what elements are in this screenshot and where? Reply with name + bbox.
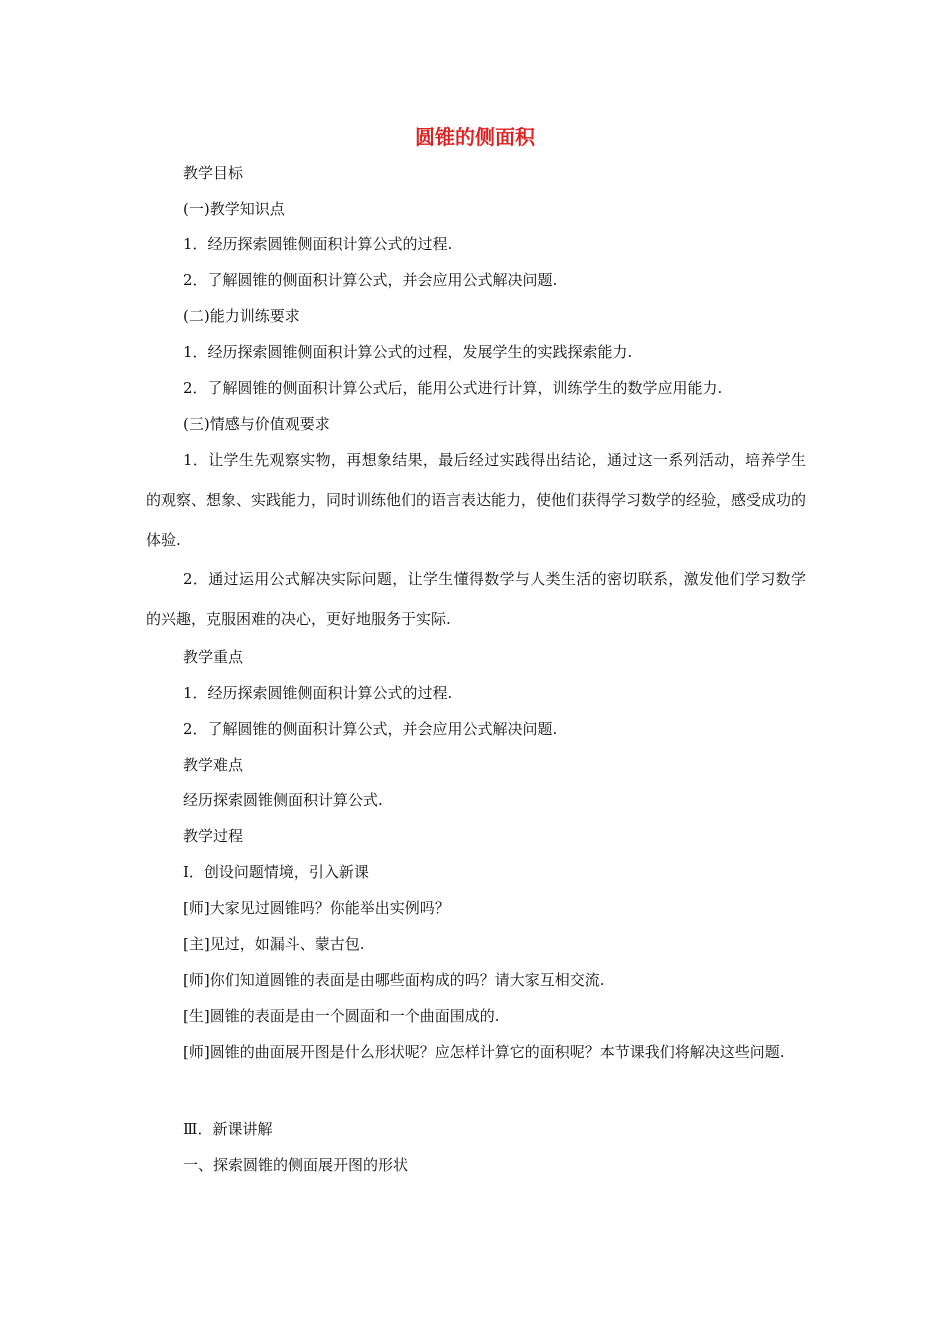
subheading-ability-training: (二)能力训练要求 [183,307,300,325]
list-item: 2．了解圆锥的侧面积计算公式，并会应用公式解决问题. [183,271,558,289]
paragraph: [师]圆锥的曲面展开图是什么形状呢？应怎样计算它的面积呢？本节课我们将解决这些问题. [183,1043,785,1061]
list-item: 2．了解圆锥的侧面积计算公式，并会应用公式解决问题. [183,720,558,738]
subsection-heading: 一、探索圆锥的侧面展开图的形状 [183,1156,409,1174]
list-item: 2．了解圆锥的侧面积计算公式后，能用公式进行计算，训练学生的数学应用能力. [183,379,723,397]
heading-teaching-process: 教学过程 [183,827,244,845]
section-heading: Ⅰ．创设问题情境，引入新课 [183,863,369,881]
dialogue-line: [师]你们知道圆锥的表面是由哪些面构成的吗？请大家互相交流. [183,971,605,989]
dialogue-line: [师]大家见过圆锥吗？你能举出实例吗？ [183,899,450,917]
heading-teaching-objectives: 教学目标 [183,164,244,182]
list-item: 1．经历探索圆锥侧面积计算公式的过程. [183,235,453,253]
subheading-emotion-values: (三)情感与价值观要求 [183,415,330,433]
heading-teaching-focus: 教学重点 [183,648,244,666]
paragraph: 2．通过运用公式解决实际问题，让学生懂得数学与人类生活的密切联系，激发他们学习数学的兴趣，克服困难的决心，更好地服务于实际. [146,570,806,628]
list-item: 经历探索圆锥侧面积计算公式. [183,791,383,809]
list-item: 1．经历探索圆锥侧面积计算公式的过程，发展学生的实践探索能力. [183,343,633,361]
dialogue-line: [主]见过，如漏斗、蒙古包. [183,935,365,953]
list-item: 1．经历探索圆锥侧面积计算公式的过程. [183,684,453,702]
document-title: 圆锥的侧面积 [415,125,535,149]
dialogue-line: [生]圆锥的表面是由一个圆面和一个曲面围成的. [183,1007,500,1025]
paragraph: 1．让学生先观察实物，再想象结果，最后经过实践得出结论，通过这一系列活动，培养学生的观察、想象、实践能力，同时训练他们的语言表达能力，使他们获得学习数学的经验，感受成功的体验. [146,451,807,549]
subheading-knowledge-points: (一)教学知识点 [183,200,285,218]
section-heading: Ⅲ．新课讲解 [183,1120,273,1138]
heading-teaching-difficulty: 教学难点 [183,756,244,774]
